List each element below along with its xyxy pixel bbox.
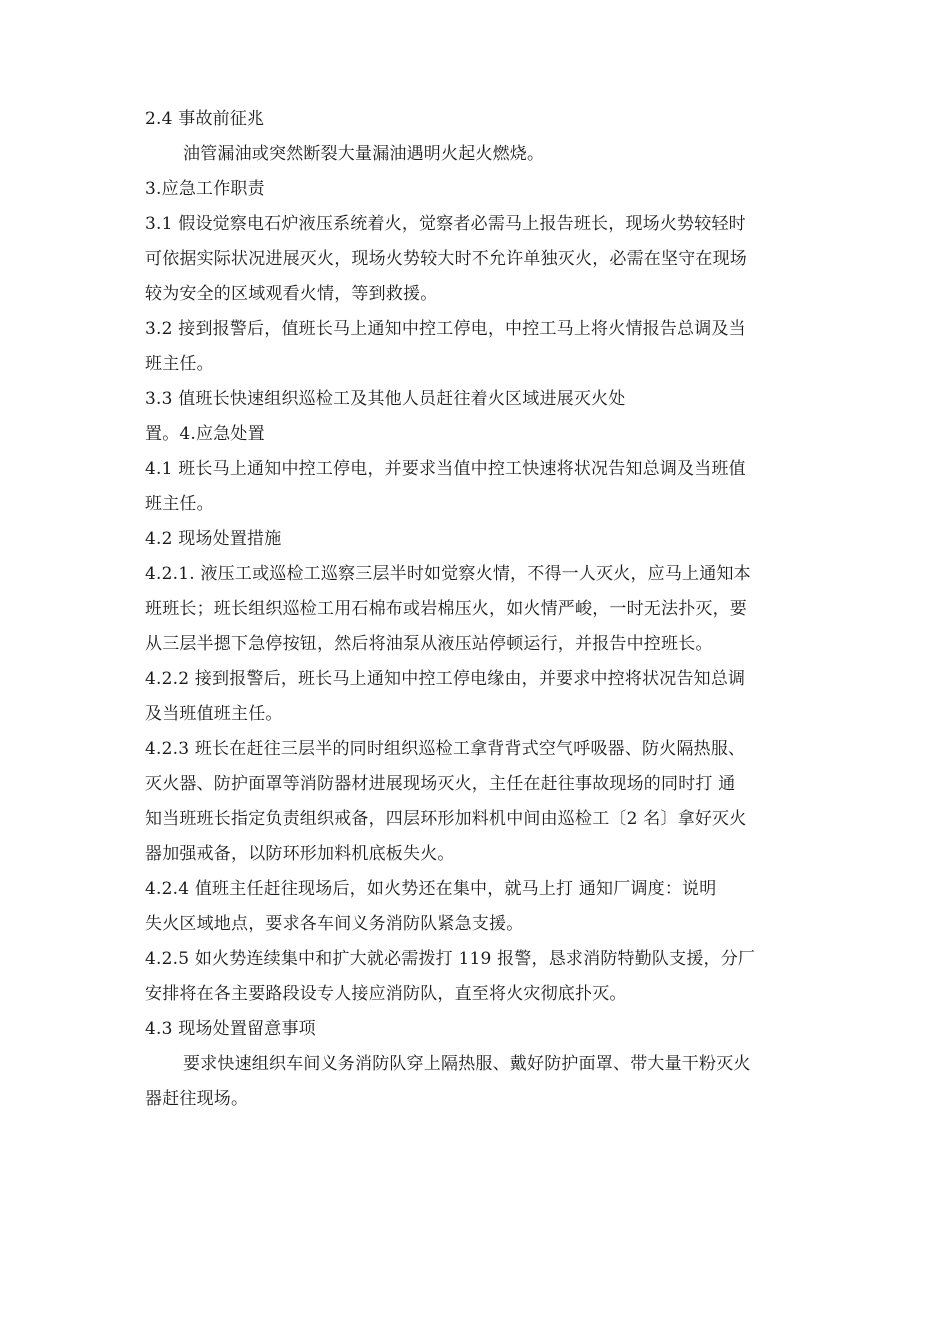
text-line: 3.1 假设觉察电石炉液压系统着火，觉察者必需马上报告班长，现场火势较轻时	[145, 214, 746, 234]
text-line: 班主任。	[145, 494, 214, 514]
text-line: 器加强戒备，以防环形加料机底板失火。	[145, 844, 455, 864]
text-line: 较为安全的区域观看火情，等到救援。	[145, 284, 438, 304]
text-line: 4.1 班长马上通知中控工停电，并要求当值中控工快速将状况告知总调及当班值	[145, 459, 746, 479]
document-body	[145, 102, 817, 1117]
text-line: 可依据实际状况进展灭火，现场火势较大时不允许单独灭火，必需在坚守在现场	[145, 249, 747, 269]
text-line: 3.3 值班长快速组织巡检工及其他人员赶往着火区域进展灭火处	[145, 389, 626, 409]
text-line: 4.2.2 接到报警后，班长马上通知中控工停电缘由，并要求中控将状况告知总调	[145, 669, 746, 689]
text-line: 4.2.5 如火势连续集中和扩大就必需拨打 119 报警，恳求消防特勤队支援，分厂	[145, 949, 756, 969]
text-line: 3.2 接到报警后，值班长马上通知中控工停电，中控工马上将火情报告总调及当	[145, 319, 746, 339]
text-line: 4.2.4 值班主任赶往现场后，如火势还在集中，就马上打 通知厂调度：说明	[145, 879, 717, 899]
text-line: 班主任。	[145, 354, 214, 374]
text-line: 2.4 事故前征兆	[145, 109, 265, 129]
text-line: 从三层半摁下急停按钮，然后将油泵从液压站停顿运行，并报告中控班长。	[145, 634, 713, 654]
text-line: 班班长；班长组织巡检工用石棉布或岩棉压火，如火情严峻，一时无法扑灭，要	[145, 599, 747, 619]
text-line: 失火区域地点，要求各车间义务消防队紧急支援。	[145, 914, 524, 934]
text-line: 4.2.3 班长在赶往三层半的同时组织巡检工拿背背式空气呼吸器、防火隔热服、	[145, 739, 746, 759]
text-line: 4.2 现场处置措施	[145, 529, 282, 549]
text-line: 知当班班长指定负责组织戒备，四层环形加料机中间由巡检工〔2 名〕拿好灭火	[145, 809, 747, 829]
text-line: 器赶往现场。	[145, 1089, 249, 1109]
text-line: 置。4.应急处置	[145, 424, 265, 444]
text-line: 灭火器、防护面罩等消防器材进展现场灭火，主任在赶往事故现场的同时打 通	[145, 774, 736, 794]
text-line: 及当班值班主任。	[145, 704, 283, 724]
text-line: 4.3 现场处置留意事项	[145, 1019, 316, 1039]
text-line: 安排将在各主要路段设专人接应消防队，直至将火灾彻底扑灭。	[145, 984, 627, 1004]
text-line: 3.应急工作职责	[145, 179, 265, 199]
text-line: 要求快速组织车间义务消防队穿上隔热服、戴好防护面罩、带大量干粉灭火	[183, 1054, 751, 1074]
text-line: 油管漏油或突然断裂大量漏油遇明火起火燃烧。	[183, 144, 545, 164]
text-line: 4.2.1. 液压工或巡检工巡察三层半时如觉察火情，不得一人灭火，应马上通知本	[145, 564, 751, 584]
